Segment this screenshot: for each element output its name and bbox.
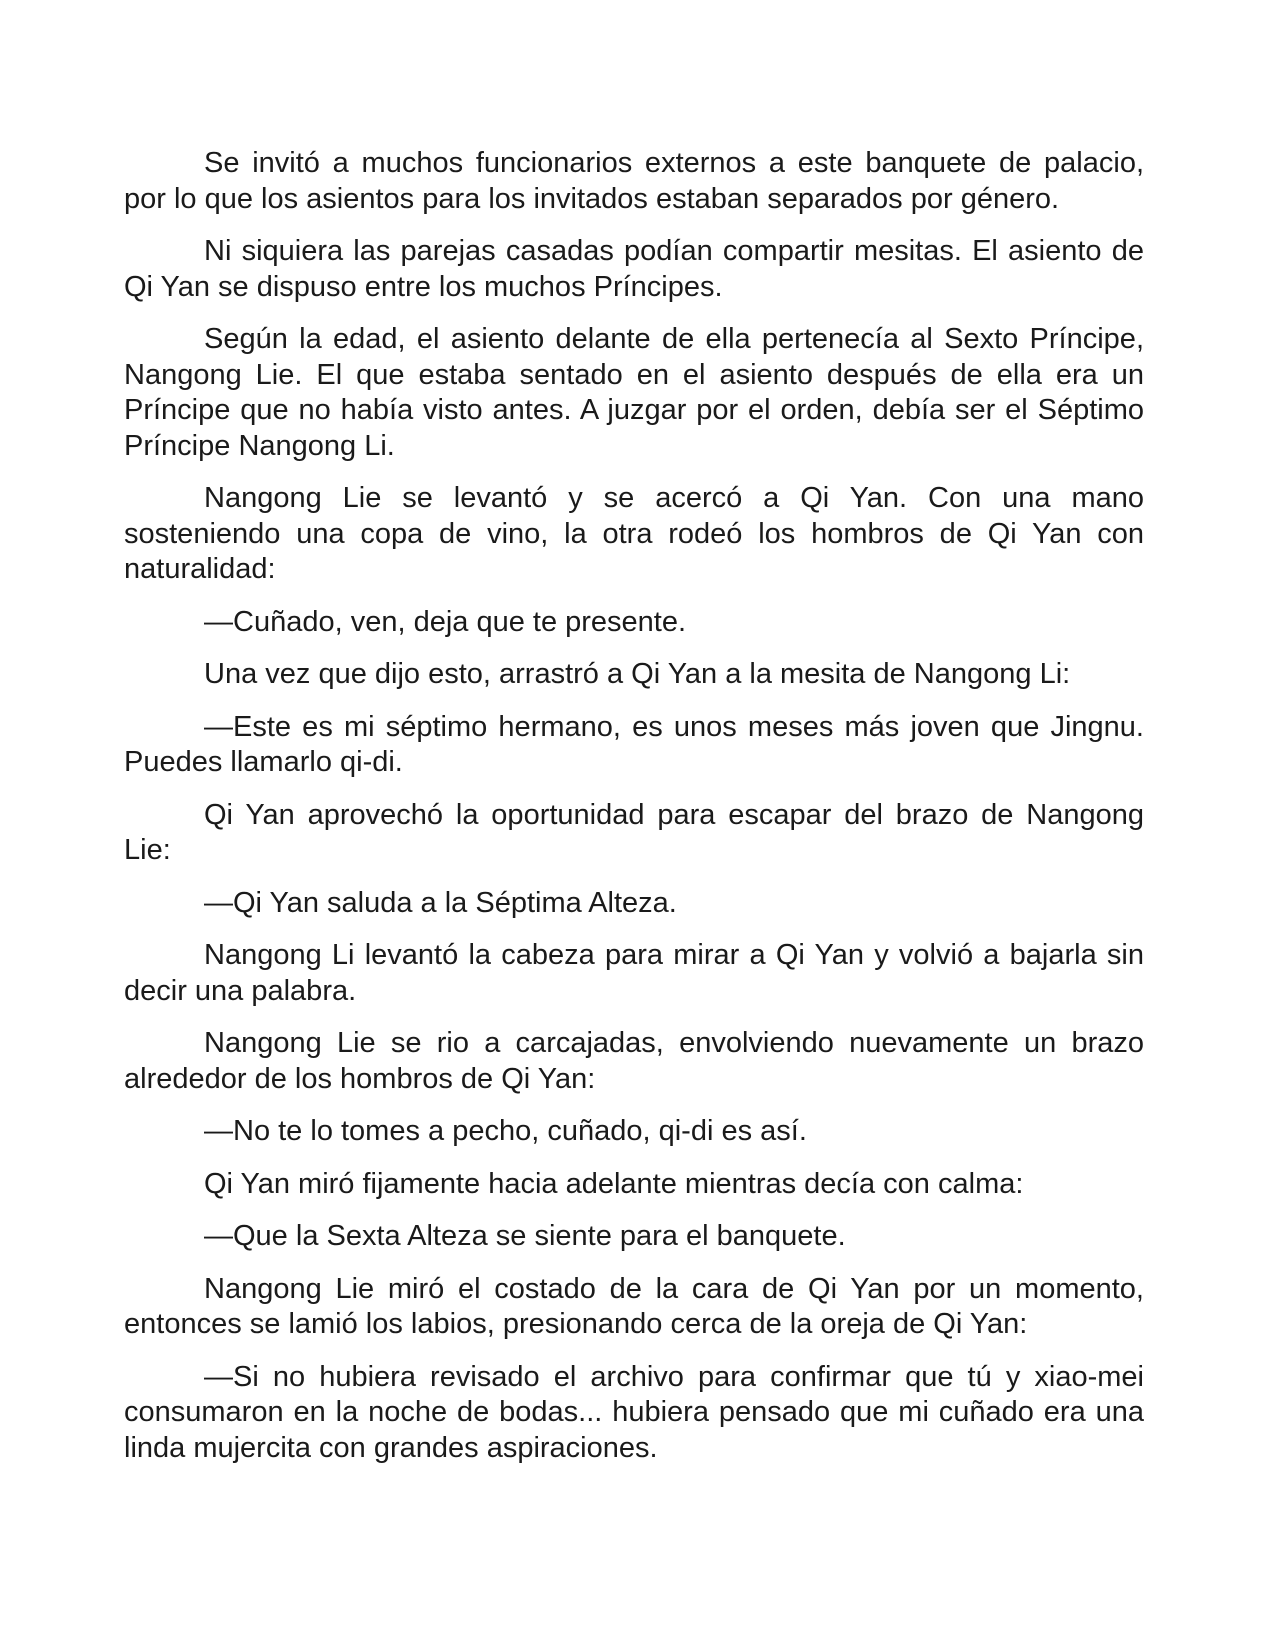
paragraph: Qi Yan aprovechó la oportunidad para escapar del brazo de Nangong Lie: xyxy=(124,798,1144,866)
dialogue-paragraph: —Que la Sexta Alteza se siente para el banquete. xyxy=(204,1220,846,1252)
paragraph: Ni siquiera las parejas casadas podían compartir mesitas. El asiento de Qi Yan se dispuso entre los muchos Príncipes. xyxy=(124,235,1144,303)
dialogue-paragraph: —Cuñado, ven, deja que te presente. xyxy=(204,605,687,638)
dialogue-paragraph: —No te lo tomes a pecho, cuñado, qi-di es así. xyxy=(204,1115,807,1147)
paragraph: Qi Yan miró fijamente hacia adelante mientras decía con calma: xyxy=(204,1167,1024,1200)
paragraph: Nangong Li levantó la cabeza para mirar a Qi Yan y volvió a bajarla sin decir una palabra. xyxy=(124,939,1144,1007)
paragraph: Nangong Lie se levantó y se acercó a Qi Yan. Con una mano sosteniendo una copa de vino, la otra rodeó los hombros de Qi Yan con naturalidad: xyxy=(124,482,1144,585)
dialogue-paragraph: —Qi Yan saluda a la Séptima Alteza. xyxy=(204,886,677,919)
paragraph: Según la edad, el asiento delante de ella pertenecía al Sexto Príncipe, Nangong Lie. El que estaba sentado en el asiento después de ella era un Príncipe que no había visto antes. A juzgar por el orden, debía ser el Séptimo Príncipe Nangong Li. xyxy=(124,323,1144,462)
paragraph: Nangong Lie miró el costado de la cara de Qi Yan por un momento, entonces se lamió los labios, presionando cerca de la oreja de Qi Yan: xyxy=(124,1272,1144,1340)
document-body xyxy=(124,146,1144,1483)
dialogue-paragraph: —Este es mi séptimo hermano, es unos meses más joven que Jingnu. Puedes llamarlo qi-di. xyxy=(124,710,1144,778)
paragraph: Una vez que dijo esto, arrastró a Qi Yan a la mesita de Nangong Li: xyxy=(204,658,1071,690)
paragraph: Se invitó a muchos funcionarios externos a este banquete de palacio, por lo que los asientos para los invitados estaban separados por género. xyxy=(124,147,1144,215)
paragraph: Nangong Lie se rio a carcajadas, envolviendo nuevamente un brazo alrededor de los hombros de Qi Yan: xyxy=(124,1027,1144,1095)
dialogue-paragraph: —Si no hubiera revisado el archivo para confirmar que tú y xiao-mei consumaron en la noche de bodas... hubiera pensado que mi cuñado era una linda mujercita con grandes aspiraciones. xyxy=(124,1360,1144,1464)
